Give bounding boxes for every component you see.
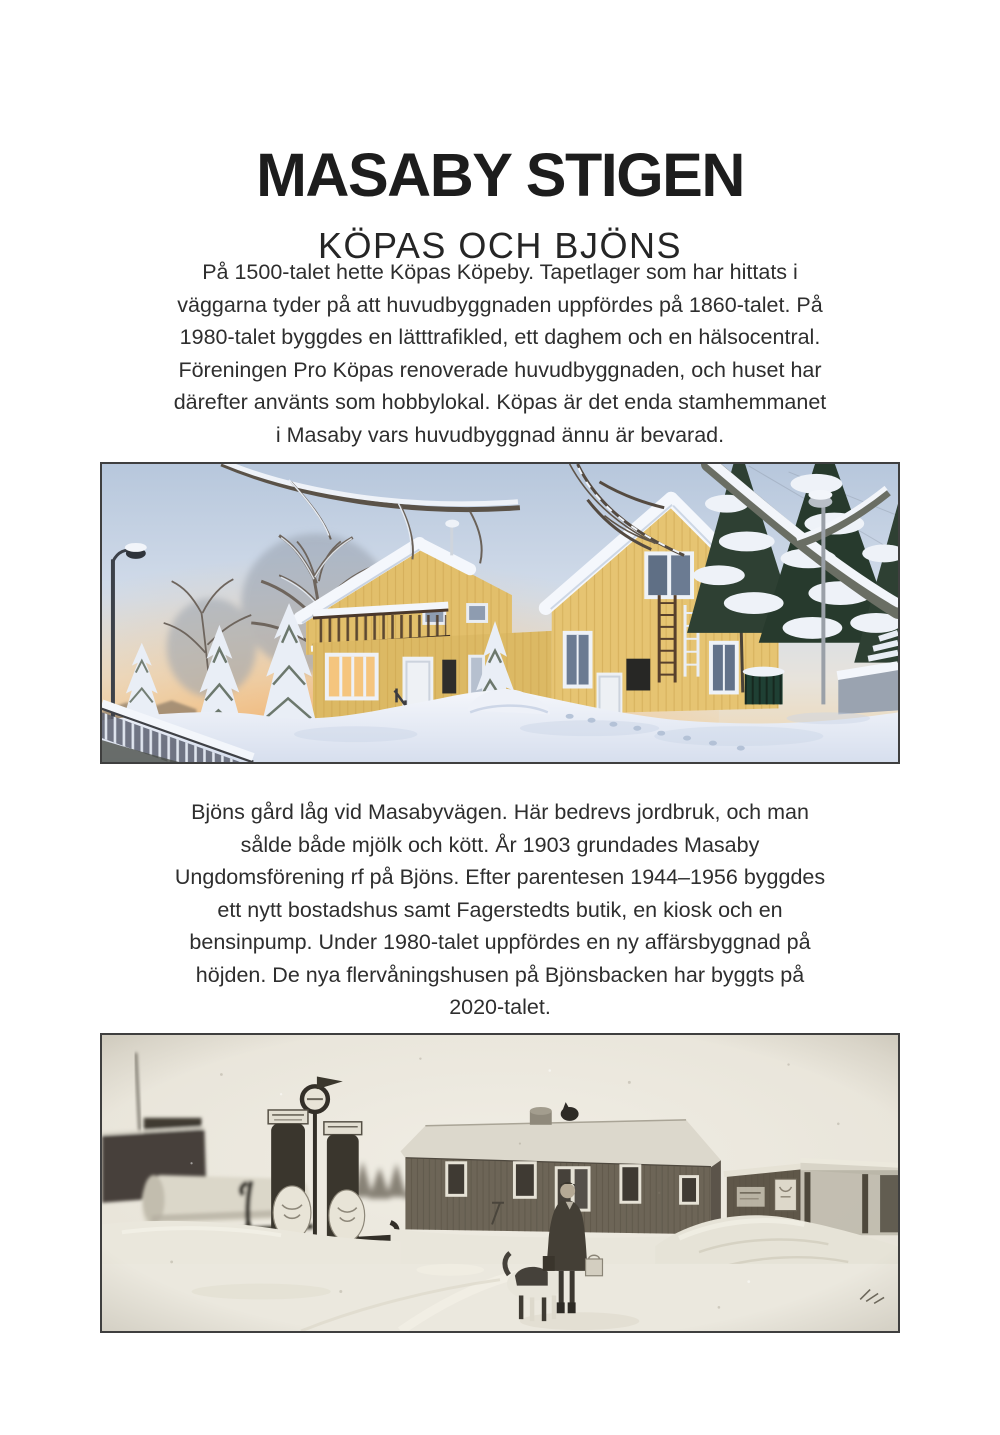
text-line: väggarna tyder på att huvudbyggnaden uppfördes på 1860-talet. På	[177, 292, 823, 317]
text-line: därefter använts som hobbylokal. Köpas är det enda stamhemmanet	[173, 390, 827, 414]
paragraph-bjons	[90, 796, 910, 1024]
text-line: På 1500-talet hette Köpas Köpeby. Tapetlager som har hittats i	[202, 260, 798, 284]
text-line: Föreningen Pro Köpas renoverade huvudbyggnaden, och huset har	[178, 357, 822, 382]
green-railing	[743, 667, 785, 705]
winter-house-illustration	[102, 464, 898, 762]
text-line: 2020-talet.	[449, 995, 551, 1019]
text-line: Ungdomsförening rf på Bjöns. Efter parentesen 1944–1956 byggdes	[174, 865, 826, 889]
paragraph-kopas	[90, 256, 910, 451]
text-line: bensinpump. Under 1980-talet uppfördes en ny affärsbyggnad på	[189, 930, 811, 954]
photo-bjons-vintage-winter	[100, 1033, 900, 1333]
text-line: i Masaby vars huvudbyggnad ännu är bevarad.	[275, 422, 725, 447]
text-line: höjden. De nya flervåningshusen på Bjönsbacken har byggts på	[195, 962, 805, 987]
photo-vignette	[102, 1035, 898, 1331]
page-title: MASABY STIGEN	[256, 140, 744, 209]
text-line: Bjöns gård låg vid Masabyvägen. Här bedrevs jordbruk, och man	[191, 800, 809, 824]
photo-kopas-house-winter	[100, 462, 900, 764]
text-line: 1980-talet byggdes en lätttrafikled, ett daghem och en hälsocentral.	[179, 325, 821, 349]
text-line: ett nytt bostadshus samt Fagerstedts butik, en kiosk och en	[217, 897, 783, 922]
text-line: sålde både mjölk och kött. År 1903 grundades Masaby	[240, 832, 760, 857]
vintage-gas-station-illustration	[102, 1035, 898, 1331]
page-subtitle: KÖPAS OCH BJÖNS	[318, 224, 682, 266]
